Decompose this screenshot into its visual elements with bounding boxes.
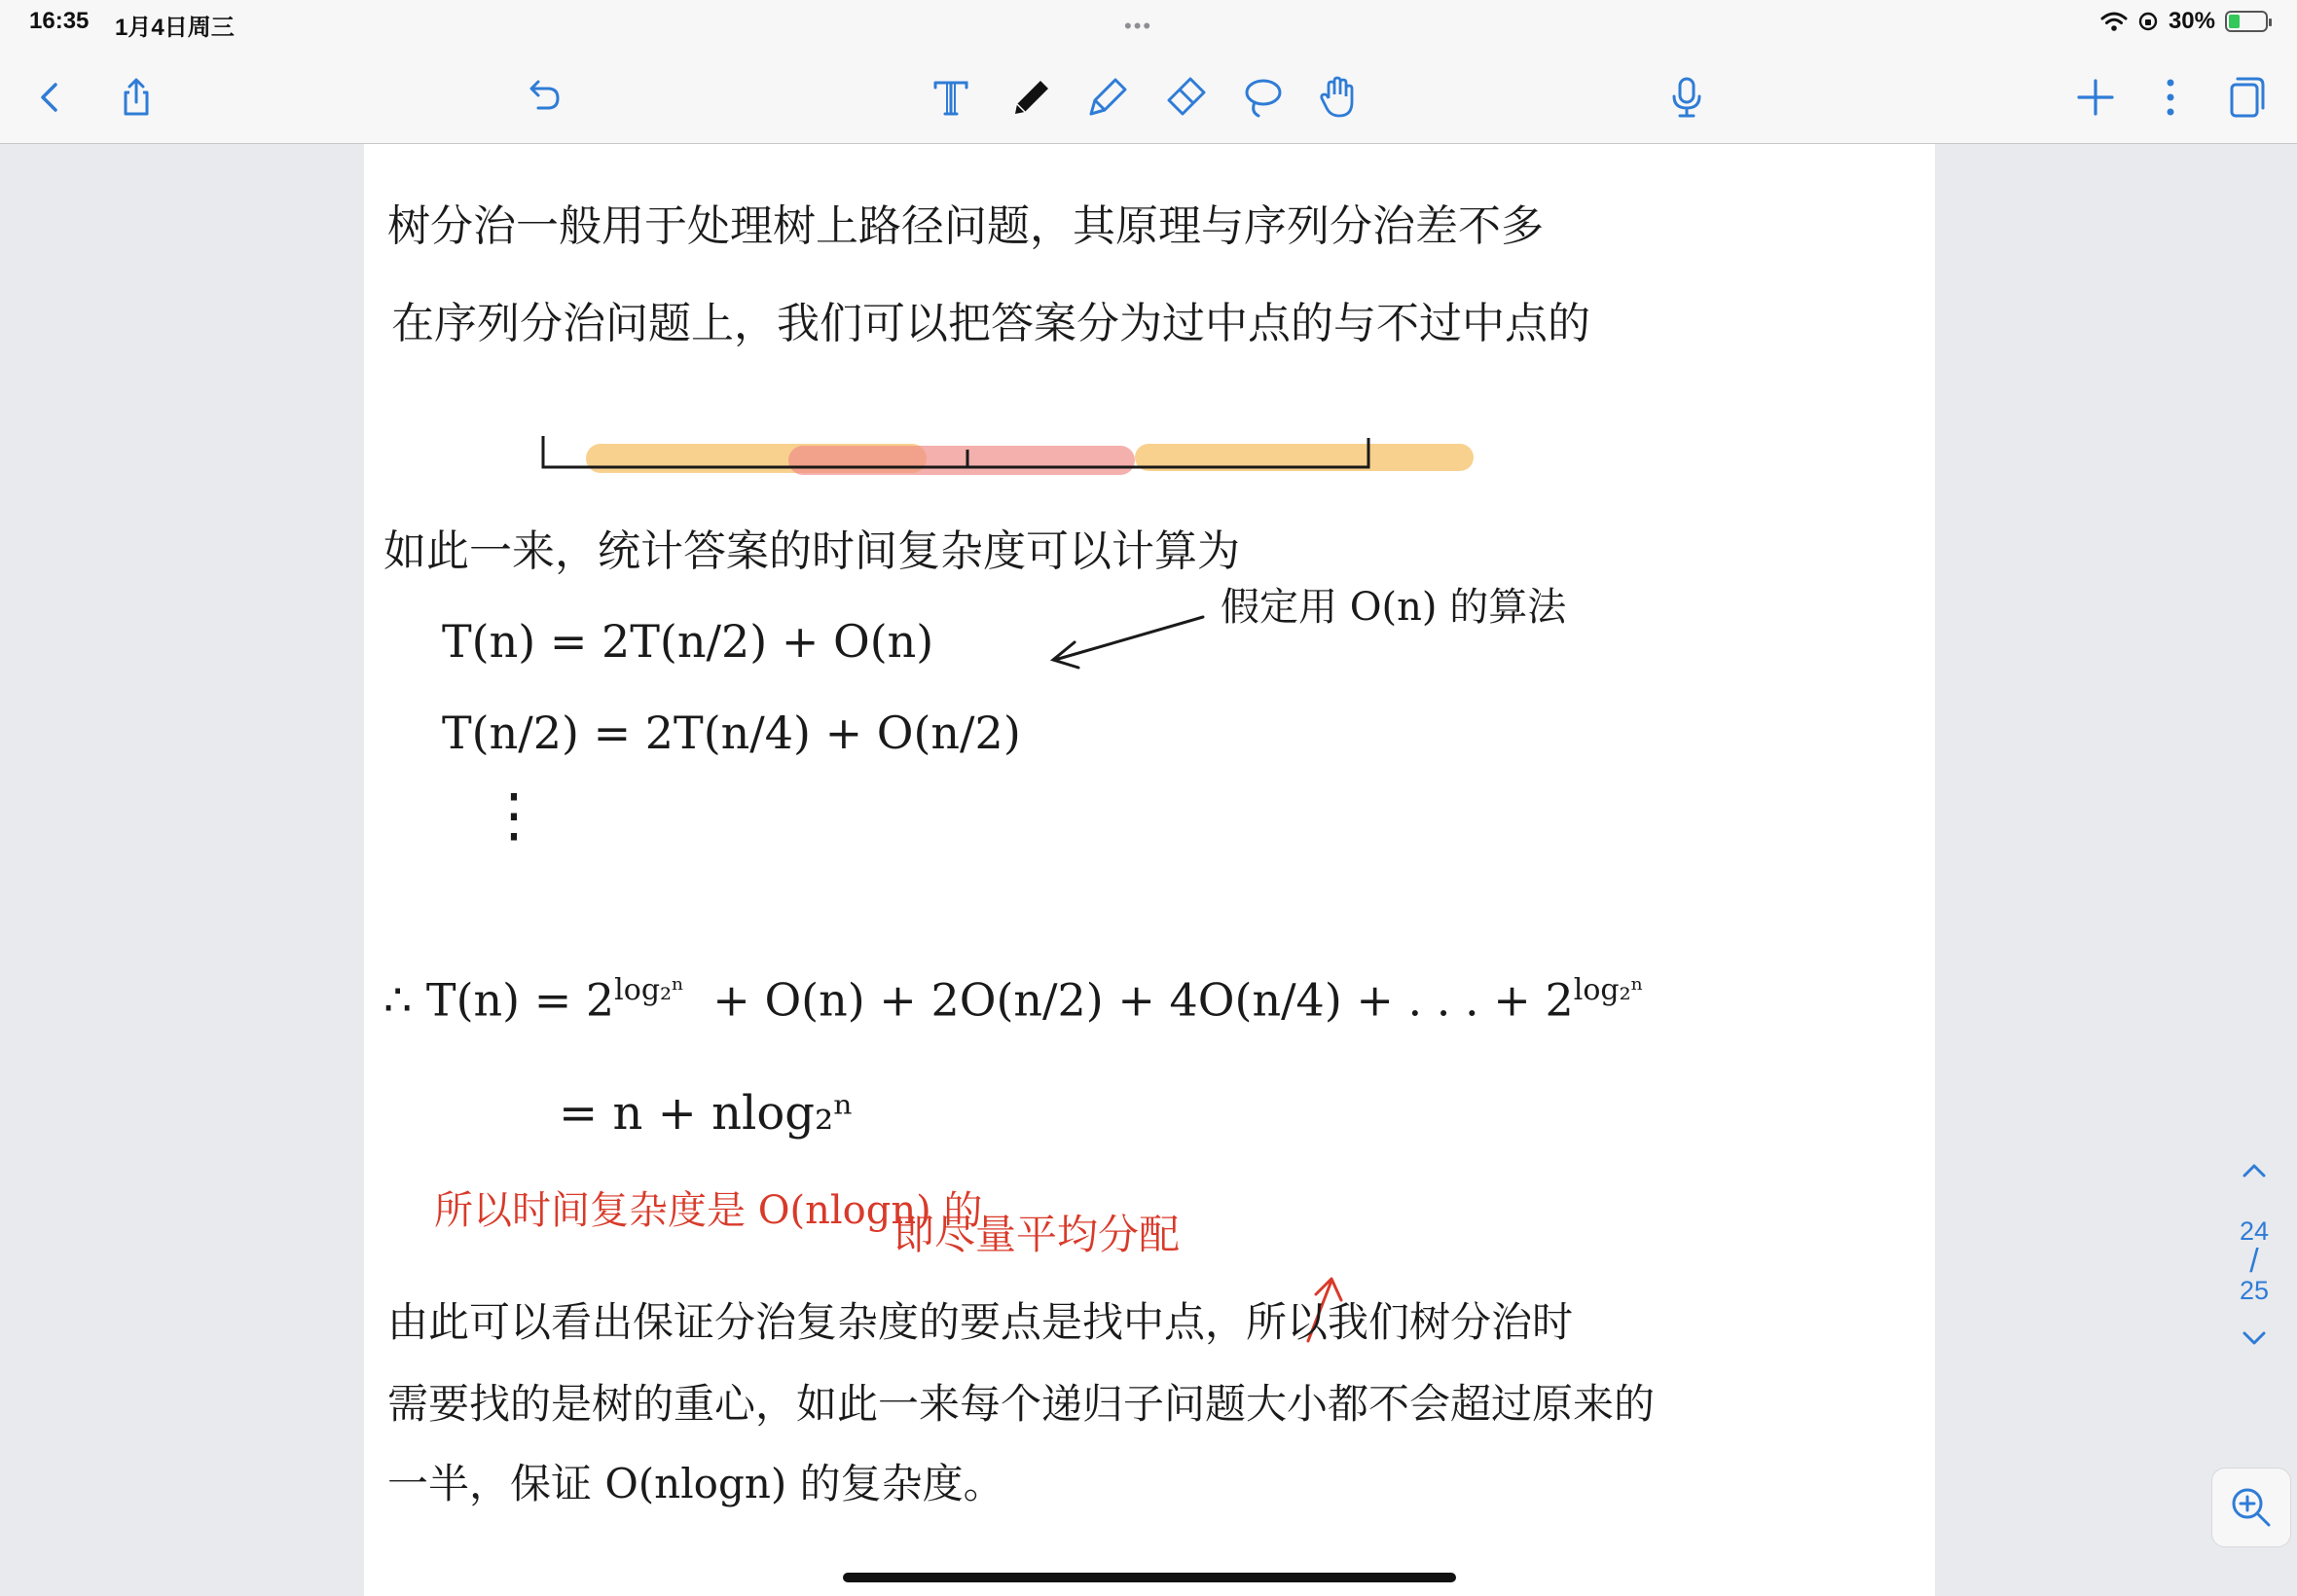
red-conclusion: 所以时间复杂度是 O(nlogn) 的 (434, 1188, 983, 1233)
battery-percentage: 30% (2168, 8, 2215, 34)
add-page-button[interactable] (2068, 70, 2123, 125)
system-icons (2100, 8, 2268, 35)
note-page[interactable] (364, 144, 1935, 1596)
equation-1: T(n) = 2T(n/2) + O(n) (442, 615, 934, 668)
highlighter-tool-button[interactable] (1080, 70, 1135, 125)
lasso-tool-button[interactable] (1236, 70, 1291, 125)
undo-icon (519, 73, 567, 122)
page-up-button[interactable] (2229, 1158, 2279, 1197)
wifi-icon (2100, 11, 2128, 32)
share-icon (112, 73, 161, 122)
note-line-3: 如此一来，统计答案的时间复杂度可以计算为 (383, 526, 1240, 576)
annotation-assume-on: 假定用 O(n) 的算法 (1221, 585, 1567, 630)
eraser-tool-icon (1161, 73, 1210, 122)
paragraph-line-3: 一半，保证 O(nlogn) 的复杂度。 (387, 1460, 1004, 1507)
vertical-dots: ⋮ (485, 781, 543, 850)
pen-tool-button[interactable] (1004, 70, 1059, 125)
annotation-arrow (1036, 603, 1211, 681)
total-page-number: 25 (2239, 1276, 2270, 1305)
note-line-1: 树分治一般用于处理树上路径问题，其原理与序列分治差不多 (387, 201, 1544, 251)
equation-3 (383, 973, 1644, 1026)
zoom-button[interactable] (2211, 1468, 2291, 1547)
equation-3-rest: + O(n) + 2O(n/2) + 4O(n/4) + . . . + 2 (712, 973, 1574, 1027)
eraser-tool-button[interactable] (1158, 70, 1213, 125)
share-button[interactable] (109, 70, 164, 125)
orientation-lock-icon (2137, 11, 2159, 32)
home-indicator[interactable] (843, 1573, 1456, 1582)
back-icon (26, 73, 75, 122)
equation-2: T(n/2) = 2T(n/4) + O(n/2) (442, 707, 1021, 759)
paragraph-line-2: 需要找的是树的重心，如此一来每个递归子问题大小都不会超过原来的 (387, 1380, 1656, 1428)
highlighter-tool-icon (1083, 73, 1132, 122)
hand-tool-button[interactable] (1310, 70, 1365, 125)
current-page-number: 24 (2239, 1216, 2270, 1246)
add-page-icon (2071, 73, 2120, 122)
battery-icon (2225, 11, 2268, 32)
multitask-dots[interactable]: ••• (1124, 14, 1153, 38)
toolbar (0, 49, 2297, 144)
chevron-down-icon (2240, 1327, 2269, 1351)
equation-4: = n + nlog₂ⁿ (559, 1086, 855, 1141)
undo-button[interactable] (516, 70, 570, 125)
status-time: 16:35 (29, 8, 90, 34)
lasso-tool-icon (1239, 73, 1288, 122)
status-date: 1月4日周三 (115, 15, 235, 41)
microphone-icon (1662, 73, 1711, 122)
equation-3-exponent-2: log₂ⁿ (1573, 973, 1644, 1007)
back-button[interactable] (23, 70, 78, 125)
microphone-button[interactable] (1659, 70, 1714, 125)
equation-3-exponent: log₂ⁿ (614, 973, 685, 1007)
text-tool-icon (927, 73, 975, 122)
more-button[interactable] (2143, 70, 2198, 125)
status-bar (0, 0, 2297, 49)
paragraph-line-1: 由此可以看出保证分治复杂度的要点是找中点，所以我们树分治时 (387, 1298, 1574, 1346)
text-tool-button[interactable] (924, 70, 978, 125)
hand-tool-icon (1313, 73, 1362, 122)
page-navigator (2229, 1158, 2279, 1366)
more-icon (2146, 73, 2195, 122)
pen-tool-icon (1007, 73, 1056, 122)
page-separator: / (2249, 1243, 2259, 1280)
equation-3-prefix: ∴ T(n) = 2 (383, 973, 615, 1027)
zoom-in-icon (2228, 1484, 2275, 1531)
highlight-middle (788, 446, 1135, 475)
note-line-2: 在序列分治问题上，我们可以把答案分为过中点的与不过中点的 (391, 299, 1590, 348)
pages-icon (2220, 73, 2269, 122)
chevron-up-icon (2240, 1158, 2269, 1181)
red-annotation: 即尽量平均分配 (893, 1211, 1181, 1258)
pages-button[interactable] (2217, 70, 2272, 125)
sequence-diagram (364, 426, 1935, 514)
page-down-button[interactable] (2229, 1327, 2279, 1366)
